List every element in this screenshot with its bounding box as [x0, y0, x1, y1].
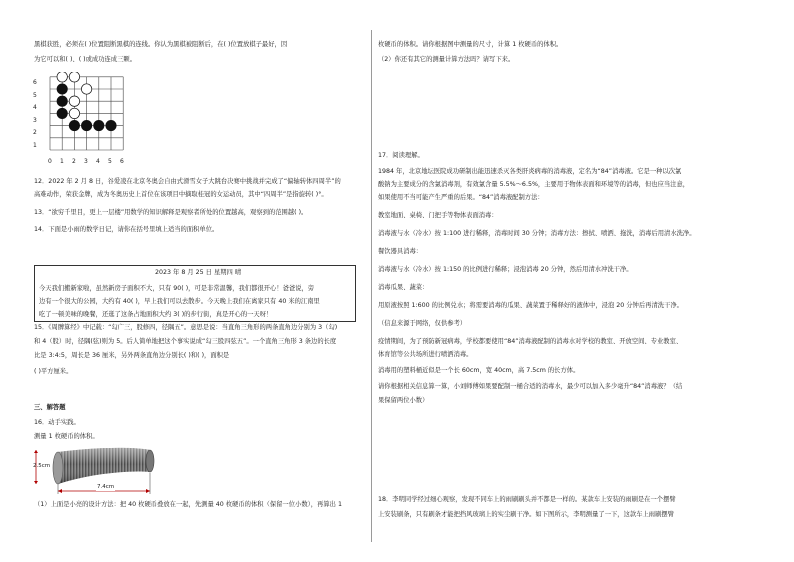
column-divider	[371, 30, 372, 542]
board-y-label: 2	[33, 129, 37, 136]
q11-line-2: 为它可以和( )、( )或成功连成三颗。	[34, 56, 136, 63]
q17-para-5: 消毒液与水（冷水）按 1:100 进行稀释，消毒时间 30 分钟；消毒方法：擦拭、喷洒、拖洗，消毒后用清水洗净。	[378, 230, 696, 237]
q17-para-9: 用原液按照 1:600 的比例兑水；将需要消毒的瓜果、蔬菜置于稀释好的液体中，浸泡 20 分钟后再清洗干净。	[378, 302, 683, 309]
black-stone	[94, 120, 104, 130]
q17-para-2: 酸钠为主要成分的含氯消毒剂，有效氯含量 5.5%～6.5%，主要用于物体表面和环境等的消毒，但也应当注意，	[378, 181, 690, 188]
diary-line-3: 吃了一顿美味的晚餐，还逛了这条占地面积大约 3( )的步行街，真是开心的一天呀！	[39, 311, 273, 318]
white-stone	[69, 96, 79, 106]
q17-para-11: 疫情期间，为了预防新冠病毒，学校都要使用“84”消毒液配制的消毒水对学校的教室、开放空间、专业教室、	[378, 338, 683, 345]
board-y-label: 6	[33, 79, 37, 86]
board-x-label: 1	[60, 158, 64, 165]
section-heading: 三、解答题	[34, 404, 66, 411]
left-column	[0, 0, 371, 562]
right-column	[376, 0, 794, 562]
board-x-label: 5	[108, 158, 112, 165]
q17-para-4: 教室地面、桌椅、门把手等物体表面消毒：	[378, 212, 498, 219]
q17-para-12: 体育馆等公共场所进行喷洒消毒。	[378, 351, 473, 358]
q15-line-2: 和 4（股）时，径隅(弦)则为 5。后人简单地把这个事实说成“勾三股四弦五”。一个直角三角形 3 条边的长度	[34, 338, 337, 345]
white-stone	[69, 108, 79, 118]
coin-height-label: 2.5cm	[33, 463, 51, 469]
q16-part1: （1）上面是小亮的设计方法：把 40 枚硬币叠放在一起，先测量 40 枚硬币的体积（保留一位小数），再算出 1	[34, 501, 342, 508]
q16-part2: （2）你还有其它的测量计算方法吗？请写下来。	[378, 56, 515, 63]
board-x-label: 0	[48, 158, 52, 165]
q17-para-3: 如果使用不当可能产生严重的后果。“84”消毒液配制方法：	[378, 194, 544, 201]
q16-title: 16．动手实践。	[34, 419, 80, 426]
q17-para-15: 果保留两位小数）	[378, 397, 429, 404]
diary-line-1: 今天我们搬新家啦，虽然新房子面积不大，只有 90( )，可是非常温馨，我们都很开心！爸爸说，旁	[39, 285, 315, 292]
coin-width-label: 7.4cm	[97, 484, 115, 490]
q17-para-1: 1984 年，北京地坛医院成功研制出能迅速杀灭各类肝炎病毒的消毒液，定名为“84”消毒液。它是一种以次氯	[378, 168, 682, 175]
board-y-label: 1	[33, 142, 37, 149]
black-stone	[57, 84, 67, 94]
board-y-label: 4	[33, 104, 37, 111]
black-stone	[57, 108, 67, 118]
diary-date: 2023 年 8 月 25 日 星期四 晴	[155, 269, 242, 276]
q18-line-2: 上安装刷条，只有刷条才能把挡风玻璃上的实尘刷干净。如下图所示，李明测量了一下，这款车上雨刷摆臂	[378, 511, 674, 518]
board-y-label: 5	[33, 92, 37, 99]
go-board-figure	[28, 72, 148, 172]
white-stone	[57, 72, 67, 82]
white-stone	[81, 84, 91, 94]
board-y-label: 3	[33, 117, 37, 124]
q15-line-1: 15．《周髀算经》中记载：“勾广三，股修四，径隅五”。意思是说：当直角三角形的两条直角边分别为 3（勾)	[34, 324, 338, 331]
black-stone	[69, 120, 79, 130]
q17-para-6: 餐饮器具消毒：	[378, 248, 423, 255]
q12-line-1: 12．2022 年 2 月 8 日，谷爱凌在北京冬奥会自由式滑雪女子大跳台决赛中挑战并完成了“偏轴转体四周半”的	[34, 178, 341, 185]
board-x-label: 3	[84, 158, 88, 165]
q17-title: 17．阅读理解。	[378, 152, 424, 159]
q16-subtitle: 测量 1 枚硬币的体积。	[34, 433, 99, 440]
q14-text: 14．下面是小雨的数学日记，请你在括号里填上适当的面积单位。	[34, 226, 219, 233]
black-stone	[81, 120, 91, 130]
q17-para-10: （信息来源于网络，仅供参考）	[378, 320, 467, 327]
q17-para-8: 消毒瓜果、蔬菜：	[378, 284, 429, 291]
q17-para-13: 消毒用的塑料桶近似是一个长 60cm，宽 40cm，高 7.5cm 的长方体。	[378, 367, 580, 374]
board-x-label: 6	[120, 158, 124, 165]
diary-line-2: 边有一个很大的公园，大约有 40( )，早上我们可以去散步。今天晚上我们在离家只有 40 米的江南里	[39, 298, 320, 305]
q15-line-4: ( )平方厘米。	[34, 368, 73, 375]
q12-line-2: 高难动作，荣获金牌，成为冬奥历史上首位在该项目中摘取桂冠的女运动员，其中“四周半”是指旋转( )°。	[34, 191, 328, 198]
q13-text: 13．“欲穷千里目，更上一层楼”用数学的知识解释是观察者所处的位置越高，观察到的范围越( )。	[34, 209, 308, 216]
q17-para-14: 请你根据相关信息算一算，小刘师傅如果要配制一桶合适的消毒水，最少可以加入多少毫升“84”消毒液？（结	[378, 383, 683, 390]
q11-line-1: 黑棋获胜，必须在( )位置阻断黑棋的连线。你认为黑棋被阻断后，在( )位置放棋子最好，因	[34, 41, 288, 48]
black-stone	[106, 120, 116, 130]
q17-para-7: 消毒液与水（冷水）按 1:150 的比例进行稀释；浸泡消毒 20 分钟，然后用清水冲洗干净。	[378, 266, 633, 273]
board-x-label: 4	[96, 158, 100, 165]
diary-box	[34, 265, 356, 322]
q16-part1-cont: 枚硬币的体积。请你根据图中测量的尺寸，计算 1 枚硬币的体积。	[378, 41, 563, 48]
black-stone	[57, 96, 67, 106]
board-x-label: 2	[72, 158, 76, 165]
go-board-grid	[28, 72, 148, 162]
q15-line-3: 比是 3:4:5，周长是 36 厘米，另外两条直角边分别长( )和( )，面积是	[34, 352, 230, 359]
coin-stack-figure	[28, 440, 163, 498]
white-stone	[69, 72, 79, 82]
q18-line-1: 18．李明同学经过细心观察，发现不同车上的雨刷刷头并不都是一样的。某款车上安装的雨刷是在一个摆臂	[378, 496, 676, 503]
